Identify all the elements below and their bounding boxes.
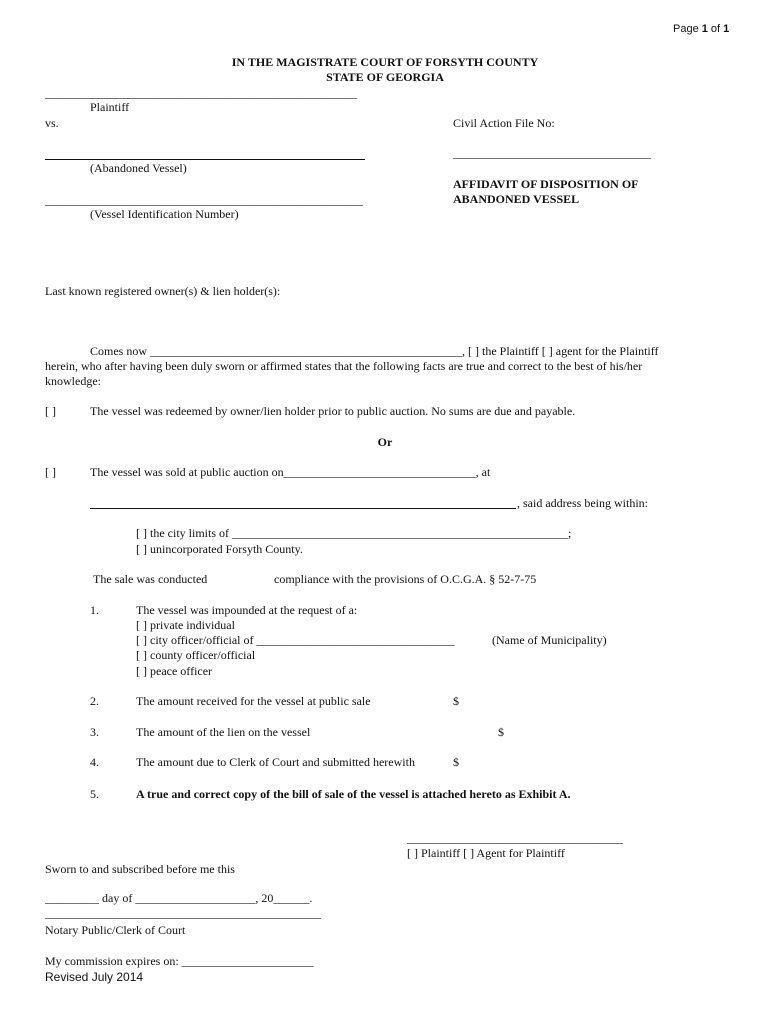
court-heading: IN THE MAGISTRATE COURT OF FORSYTH COUNTY <box>231 55 539 69</box>
commission-line[interactable]: My commission expires on: ______________________ <box>45 954 314 968</box>
item-1-number: 1. <box>90 603 99 617</box>
intro-line3: knowledge: <box>45 374 101 388</box>
or-label: Or <box>377 435 393 449</box>
sold-text[interactable]: The vessel was sold at public auction on________________________________, at <box>90 465 491 479</box>
page-indicator <box>673 22 729 36</box>
civil-action-label: Civil Action File No: <box>453 116 555 130</box>
sale-conducted-left: The sale was conducted <box>93 572 208 586</box>
day-line[interactable]: _________ day of ____________________, 20______. <box>45 891 313 905</box>
item-4-dollar[interactable]: $ <box>453 755 459 769</box>
affidavit-title-line1: AFFIDAVIT OF DISPOSITION OF <box>453 177 639 191</box>
sold-checkbox[interactable]: [ ] <box>45 465 56 479</box>
item-5-number: 5. <box>90 787 99 801</box>
intro-line1[interactable]: Comes now ____________________________________________________, [ ] the Plaintiff [ ] agent for the Plaintiff <box>90 344 659 358</box>
municipality-label: (Name of Municipality) <box>492 633 607 647</box>
page-of: of <box>707 23 724 35</box>
intro-line2: herein, who after having been duly sworn or affirmed states that the following facts are true and correct to the best of his/her <box>45 359 643 373</box>
item-4-number: 4. <box>90 755 99 769</box>
item-2-number: 2. <box>90 694 99 708</box>
item-2-text: The amount received for the vessel at public sale <box>136 694 371 708</box>
notary-signature-blank[interactable]: ______________________________________________ <box>45 906 321 920</box>
sworn-text: Sworn to and subscribed before me this <box>45 862 235 876</box>
notary-label: Notary Public/Clerk of Court <box>45 923 186 937</box>
item-5-text: A true and correct copy of the bill of sale of the vessel is attached hereto as Exhibit A. <box>136 787 571 801</box>
auction-address-line[interactable] <box>90 508 516 509</box>
plaintiff-blank[interactable]: ____________________________________________________ <box>45 86 357 100</box>
item-1-text: The vessel was impounded at the request of a: <box>136 603 358 617</box>
plaintiff-label: Plaintiff <box>90 100 130 114</box>
item-3-number: 3. <box>90 725 99 739</box>
signature-blank[interactable]: ____________________________________ <box>407 831 623 845</box>
item-3-dollar[interactable]: $ <box>498 725 504 739</box>
item-4-text: The amount due to Clerk of Court and submitted herewith <box>136 755 415 769</box>
unincorporated-option[interactable]: [ ] unincorporated Forsyth County. <box>136 542 303 556</box>
item-2-dollar[interactable]: $ <box>453 694 459 708</box>
city-limits-option[interactable]: [ ] the city limits of ________________________________________________________; <box>136 526 572 540</box>
signature-label[interactable]: [ ] Plaintiff [ ] Agent for Plaintiff <box>407 846 565 860</box>
vs-label: vs. <box>45 116 59 130</box>
vin-blank[interactable]: _____________________________________________________ <box>45 193 363 207</box>
sale-conducted-right: compliance with the provisions of O.C.G.A. § 52-7-75 <box>274 572 537 586</box>
impound-option-peace[interactable]: [ ] peace officer <box>136 664 213 678</box>
civil-action-blank[interactable]: _________________________________ <box>453 146 651 160</box>
page-prefix: Page <box>673 23 702 35</box>
state-heading: STATE OF GEORGIA <box>326 70 444 84</box>
redeemed-text: The vessel was redeemed by owner/lien holder prior to public auction. No sums are due and payable. <box>90 404 576 418</box>
impound-option-county[interactable]: [ ] county officer/official <box>136 648 256 662</box>
item-3-text: The amount of the lien on the vessel <box>136 725 311 739</box>
impound-option-private[interactable]: [ ] private individual <box>136 618 235 632</box>
abandoned-vessel-label: (Abandoned Vessel) <box>90 161 187 175</box>
impound-option-city[interactable]: [ ] city officer/official of _________________________________ <box>136 633 455 647</box>
address-suffix: , said address being within: <box>517 496 648 510</box>
redeemed-checkbox[interactable]: [ ] <box>45 404 56 418</box>
affidavit-title-line2: ABANDONED VESSEL <box>453 192 580 206</box>
abandoned-vessel-line[interactable] <box>45 159 365 160</box>
owners-label: Last known registered owner(s) & lien holder(s): <box>45 284 281 298</box>
page-total: 1 <box>723 23 730 35</box>
revised-date: Revised July 2014 <box>45 970 144 984</box>
page-current: 1 <box>701 23 708 35</box>
vin-label: (Vessel Identification Number) <box>90 207 239 221</box>
